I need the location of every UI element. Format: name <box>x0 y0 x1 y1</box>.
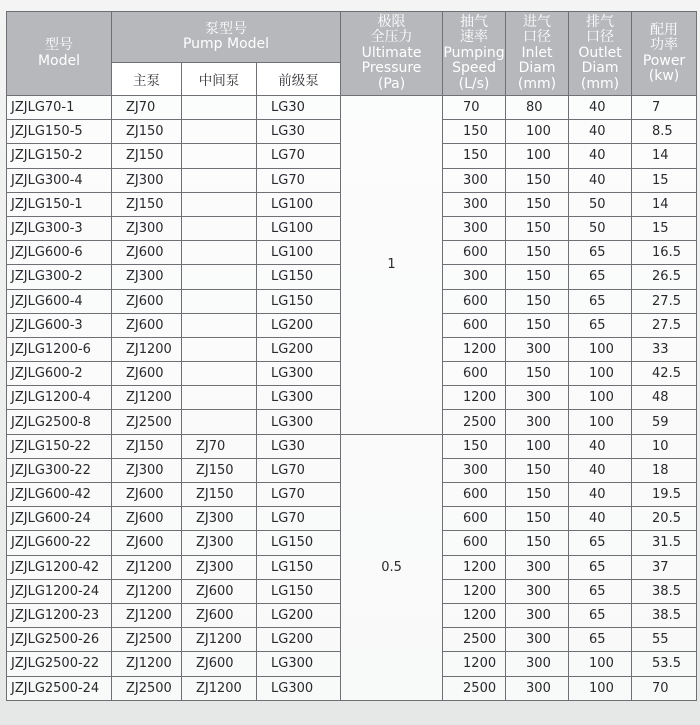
cell-inlet-diam: 150 <box>506 241 569 265</box>
cell-model: JZJLG150-22 <box>7 434 112 458</box>
cell-fore-pump: LG30 <box>257 434 341 458</box>
cell-fore-pump: LG150 <box>257 555 341 579</box>
cell-outlet-diam: 100 <box>569 652 632 676</box>
cell-middle-pump <box>182 410 257 434</box>
cell-model: JZJLG1200-24 <box>7 579 112 603</box>
cell-fore-pump: LG70 <box>257 458 341 482</box>
header-speed-zh2: 速率 <box>460 29 489 46</box>
cell-outlet-diam: 65 <box>569 531 632 555</box>
header-inlet-zh2: 口径 <box>523 29 552 46</box>
cell-power: 19.5 <box>632 483 697 507</box>
cell-power: 37 <box>632 555 697 579</box>
header-model <box>7 12 112 96</box>
header-speed-zh1: 抽气 <box>460 14 489 31</box>
cell-middle-pump <box>182 241 257 265</box>
cell-main-pump: ZJ600 <box>112 483 182 507</box>
cell-inlet-diam: 150 <box>506 362 569 386</box>
cell-inlet-diam: 100 <box>506 434 569 458</box>
cell-inlet-diam: 300 <box>506 337 569 361</box>
cell-power: 26.5 <box>632 265 697 289</box>
cell-inlet-diam: 150 <box>506 507 569 531</box>
cell-model: JZJLG2500-8 <box>7 410 112 434</box>
cell-inlet-diam: 100 <box>506 120 569 144</box>
cell-main-pump: ZJ1200 <box>112 386 182 410</box>
cell-main-pump: ZJ150 <box>112 192 182 216</box>
cell-outlet-diam: 40 <box>569 507 632 531</box>
cell-model: JZJLG600-6 <box>7 241 112 265</box>
cell-fore-pump: LG70 <box>257 168 341 192</box>
cell-middle-pump <box>182 362 257 386</box>
cell-outlet-diam: 40 <box>569 458 632 482</box>
cell-pumping-speed: 1200 <box>443 603 506 627</box>
cell-main-pump: ZJ2500 <box>112 628 182 652</box>
cell-model: JZJLG2500-26 <box>7 628 112 652</box>
cell-main-pump: ZJ600 <box>112 507 182 531</box>
cell-power: 38.5 <box>632 603 697 627</box>
cell-model: JZJLG2500-24 <box>7 676 112 700</box>
cell-fore-pump: LG300 <box>257 676 341 700</box>
cell-fore-pump: LG300 <box>257 386 341 410</box>
cell-main-pump: ZJ300 <box>112 458 182 482</box>
cell-pumping-speed: 2500 <box>443 410 506 434</box>
cell-pumping-speed: 1200 <box>443 555 506 579</box>
cell-middle-pump: ZJ300 <box>182 507 257 531</box>
cell-pumping-speed: 2500 <box>443 628 506 652</box>
cell-main-pump: ZJ300 <box>112 216 182 240</box>
cell-middle-pump: ZJ150 <box>182 483 257 507</box>
header-speed <box>443 12 506 96</box>
cell-fore-pump: LG150 <box>257 265 341 289</box>
header-main-pump: 主泵 <box>112 63 182 96</box>
cell-inlet-diam: 300 <box>506 676 569 700</box>
cell-pumping-speed: 300 <box>443 168 506 192</box>
cell-main-pump: ZJ600 <box>112 531 182 555</box>
cell-outlet-diam: 65 <box>569 289 632 313</box>
cell-power: 7 <box>632 96 697 120</box>
cell-outlet-diam: 50 <box>569 216 632 240</box>
header-pump-model <box>112 12 341 63</box>
cell-fore-pump: LG300 <box>257 652 341 676</box>
cell-outlet-diam: 100 <box>569 410 632 434</box>
cell-inlet-diam: 150 <box>506 289 569 313</box>
cell-power: 20.5 <box>632 507 697 531</box>
cell-model: JZJLG600-24 <box>7 507 112 531</box>
cell-model: JZJLG150-2 <box>7 144 112 168</box>
cell-model: JZJLG300-22 <box>7 458 112 482</box>
cell-ultimate-pressure: 1 <box>341 96 443 435</box>
cell-model: JZJLG300-4 <box>7 168 112 192</box>
table-header <box>7 12 697 96</box>
cell-middle-pump <box>182 120 257 144</box>
cell-inlet-diam: 300 <box>506 555 569 579</box>
cell-main-pump: ZJ300 <box>112 168 182 192</box>
cell-inlet-diam: 300 <box>506 579 569 603</box>
cell-outlet-diam: 65 <box>569 241 632 265</box>
cell-pumping-speed: 600 <box>443 289 506 313</box>
cell-middle-pump <box>182 192 257 216</box>
cell-model: JZJLG150-1 <box>7 192 112 216</box>
cell-pumping-speed: 1200 <box>443 386 506 410</box>
cell-power: 14 <box>632 144 697 168</box>
table-row <box>7 434 697 458</box>
cell-inlet-diam: 80 <box>506 96 569 120</box>
cell-power: 14 <box>632 192 697 216</box>
header-model-zh: 型号 <box>45 37 73 54</box>
cell-main-pump: ZJ1200 <box>112 337 182 361</box>
cell-fore-pump: LG150 <box>257 579 341 603</box>
cell-main-pump: ZJ600 <box>112 362 182 386</box>
cell-middle-pump: ZJ300 <box>182 555 257 579</box>
cell-model: JZJLG2500-22 <box>7 652 112 676</box>
cell-middle-pump <box>182 337 257 361</box>
header-power-zh2: 功率 <box>650 37 679 54</box>
cell-fore-pump: LG200 <box>257 603 341 627</box>
cell-main-pump: ZJ1200 <box>112 652 182 676</box>
table-row <box>7 96 697 120</box>
cell-inlet-diam: 300 <box>506 386 569 410</box>
cell-middle-pump <box>182 386 257 410</box>
cell-main-pump: ZJ600 <box>112 313 182 337</box>
cell-outlet-diam: 40 <box>569 434 632 458</box>
cell-main-pump: ZJ150 <box>112 144 182 168</box>
cell-pumping-speed: 70 <box>443 96 506 120</box>
header-outlet-unit: (mm) <box>580 75 620 92</box>
header-pressure-zh1: 极限 <box>377 14 406 31</box>
cell-middle-pump: ZJ1200 <box>182 628 257 652</box>
cell-pumping-speed: 600 <box>443 362 506 386</box>
header-outlet-en2: Diam <box>581 60 619 77</box>
cell-model: JZJLG300-2 <box>7 265 112 289</box>
cell-main-pump: ZJ70 <box>112 96 182 120</box>
header-pressure-en2: Pressure <box>361 60 422 77</box>
cell-inlet-diam: 150 <box>506 216 569 240</box>
cell-fore-pump: LG100 <box>257 241 341 265</box>
cell-pumping-speed: 1200 <box>443 579 506 603</box>
cell-middle-pump: ZJ600 <box>182 579 257 603</box>
cell-model: JZJLG300-3 <box>7 216 112 240</box>
cell-main-pump: ZJ2500 <box>112 676 182 700</box>
cell-middle-pump <box>182 168 257 192</box>
cell-inlet-diam: 300 <box>506 628 569 652</box>
cell-middle-pump: ZJ300 <box>182 531 257 555</box>
cell-inlet-diam: 100 <box>506 144 569 168</box>
cell-fore-pump: LG150 <box>257 289 341 313</box>
header-power-en: Power <box>642 52 686 69</box>
header-outlet-zh1: 排气 <box>586 14 615 31</box>
cell-fore-pump: LG300 <box>257 410 341 434</box>
cell-ultimate-pressure: 0.5 <box>341 434 443 700</box>
cell-pumping-speed: 2500 <box>443 676 506 700</box>
cell-outlet-diam: 65 <box>569 313 632 337</box>
cell-fore-pump: LG300 <box>257 362 341 386</box>
cell-outlet-diam: 40 <box>569 96 632 120</box>
cell-outlet-diam: 100 <box>569 676 632 700</box>
cell-middle-pump <box>182 96 257 120</box>
cell-model: JZJLG600-42 <box>7 483 112 507</box>
cell-fore-pump: LG70 <box>257 507 341 531</box>
cell-inlet-diam: 150 <box>506 265 569 289</box>
cell-fore-pump: LG200 <box>257 628 341 652</box>
cell-main-pump: ZJ600 <box>112 241 182 265</box>
header-pressure-unit: (Pa) <box>377 75 406 92</box>
cell-main-pump: ZJ600 <box>112 289 182 313</box>
cell-power: 48 <box>632 386 697 410</box>
cell-outlet-diam: 65 <box>569 603 632 627</box>
cell-inlet-diam: 150 <box>506 531 569 555</box>
cell-main-pump: ZJ150 <box>112 120 182 144</box>
cell-main-pump: ZJ300 <box>112 265 182 289</box>
cell-fore-pump: LG30 <box>257 120 341 144</box>
cell-pumping-speed: 300 <box>443 192 506 216</box>
cell-middle-pump <box>182 216 257 240</box>
cell-pumping-speed: 300 <box>443 265 506 289</box>
cell-inlet-diam: 150 <box>506 168 569 192</box>
header-pump-en: Pump Model <box>182 36 270 52</box>
header-fore-pump: 前级泵 <box>257 63 341 96</box>
cell-fore-pump: LG70 <box>257 483 341 507</box>
cell-middle-pump: ZJ600 <box>182 603 257 627</box>
cell-fore-pump: LG30 <box>257 96 341 120</box>
cell-outlet-diam: 65 <box>569 628 632 652</box>
cell-power: 42.5 <box>632 362 697 386</box>
header-speed-unit: (L/s) <box>458 75 490 92</box>
cell-pumping-speed: 1200 <box>443 652 506 676</box>
table-body <box>7 96 697 701</box>
cell-fore-pump: LG100 <box>257 192 341 216</box>
cell-inlet-diam: 300 <box>506 410 569 434</box>
cell-outlet-diam: 50 <box>569 192 632 216</box>
cell-power: 10 <box>632 434 697 458</box>
header-pressure-zh2: 全压力 <box>370 29 413 46</box>
cell-outlet-diam: 100 <box>569 362 632 386</box>
cell-model: JZJLG600-2 <box>7 362 112 386</box>
cell-main-pump: ZJ2500 <box>112 410 182 434</box>
cell-outlet-diam: 100 <box>569 386 632 410</box>
cell-model: JZJLG1200-23 <box>7 603 112 627</box>
cell-pumping-speed: 300 <box>443 216 506 240</box>
cell-model: JZJLG600-22 <box>7 531 112 555</box>
cell-main-pump: ZJ1200 <box>112 555 182 579</box>
cell-middle-pump: ZJ150 <box>182 458 257 482</box>
cell-outlet-diam: 40 <box>569 144 632 168</box>
cell-outlet-diam: 40 <box>569 120 632 144</box>
header-pressure-en1: Ultimate <box>361 44 422 61</box>
header-middle-pump: 中间泵 <box>182 63 257 96</box>
cell-power: 15 <box>632 216 697 240</box>
cell-pumping-speed: 150 <box>443 434 506 458</box>
cell-middle-pump: ZJ1200 <box>182 676 257 700</box>
cell-middle-pump <box>182 265 257 289</box>
header-inlet-zh1: 进气 <box>523 14 552 31</box>
header-power-unit: (kw) <box>648 67 680 84</box>
cell-inlet-diam: 150 <box>506 313 569 337</box>
cell-outlet-diam: 100 <box>569 337 632 361</box>
cell-main-pump: ZJ1200 <box>112 579 182 603</box>
cell-middle-pump <box>182 144 257 168</box>
cell-model: JZJLG600-3 <box>7 313 112 337</box>
cell-middle-pump: ZJ70 <box>182 434 257 458</box>
cell-fore-pump: LG100 <box>257 216 341 240</box>
cell-power: 59 <box>632 410 697 434</box>
cell-outlet-diam: 65 <box>569 555 632 579</box>
header-power <box>632 12 697 96</box>
cell-middle-pump <box>182 313 257 337</box>
cell-pumping-speed: 1200 <box>443 337 506 361</box>
header-inlet-en2: Diam <box>518 60 556 77</box>
cell-outlet-diam: 40 <box>569 483 632 507</box>
cell-fore-pump: LG70 <box>257 144 341 168</box>
cell-fore-pump: LG150 <box>257 531 341 555</box>
cell-inlet-diam: 150 <box>506 192 569 216</box>
cell-main-pump: ZJ1200 <box>112 603 182 627</box>
header-model-en: Model <box>37 52 81 69</box>
cell-outlet-diam: 40 <box>569 168 632 192</box>
cell-inlet-diam: 150 <box>506 458 569 482</box>
cell-power: 15 <box>632 168 697 192</box>
cell-power: 55 <box>632 628 697 652</box>
cell-inlet-diam: 150 <box>506 483 569 507</box>
header-outlet <box>569 12 632 96</box>
cell-middle-pump <box>182 289 257 313</box>
cell-model: JZJLG1200-6 <box>7 337 112 361</box>
cell-outlet-diam: 65 <box>569 579 632 603</box>
cell-power: 27.5 <box>632 289 697 313</box>
cell-power: 33 <box>632 337 697 361</box>
header-inlet-en1: Inlet <box>521 44 553 61</box>
cell-model: JZJLG70-1 <box>7 96 112 120</box>
cell-pumping-speed: 600 <box>443 483 506 507</box>
cell-middle-pump: ZJ600 <box>182 652 257 676</box>
cell-inlet-diam: 300 <box>506 652 569 676</box>
cell-model: JZJLG150-5 <box>7 120 112 144</box>
pump-spec-table <box>6 11 697 701</box>
cell-pumping-speed: 600 <box>443 531 506 555</box>
header-pump-zh: 泵型号 <box>205 20 248 37</box>
cell-power: 38.5 <box>632 579 697 603</box>
header-speed-en2: Speed <box>452 60 496 77</box>
cell-power: 27.5 <box>632 313 697 337</box>
cell-outlet-diam: 65 <box>569 265 632 289</box>
cell-main-pump: ZJ150 <box>112 434 182 458</box>
header-pressure <box>341 12 443 96</box>
cell-model: JZJLG1200-4 <box>7 386 112 410</box>
cell-model: JZJLG600-4 <box>7 289 112 313</box>
header-power-zh1: 配用 <box>650 21 679 38</box>
cell-power: 16.5 <box>632 241 697 265</box>
header-inlet-unit: (mm) <box>517 75 557 92</box>
cell-pumping-speed: 600 <box>443 313 506 337</box>
cell-pumping-speed: 600 <box>443 507 506 531</box>
cell-fore-pump: LG200 <box>257 313 341 337</box>
cell-power: 53.5 <box>632 652 697 676</box>
cell-pumping-speed: 300 <box>443 458 506 482</box>
cell-power: 31.5 <box>632 531 697 555</box>
cell-fore-pump: LG200 <box>257 337 341 361</box>
header-inlet <box>506 12 569 96</box>
cell-pumping-speed: 150 <box>443 144 506 168</box>
header-speed-en1: Pumping <box>443 44 505 61</box>
cell-power: 18 <box>632 458 697 482</box>
header-outlet-en1: Outlet <box>578 44 622 61</box>
cell-pumping-speed: 600 <box>443 241 506 265</box>
cell-model: JZJLG1200-42 <box>7 555 112 579</box>
cell-power: 70 <box>632 676 697 700</box>
cell-pumping-speed: 150 <box>443 120 506 144</box>
cell-power: 8.5 <box>632 120 697 144</box>
cell-inlet-diam: 300 <box>506 603 569 627</box>
header-outlet-zh2: 口径 <box>586 29 615 46</box>
